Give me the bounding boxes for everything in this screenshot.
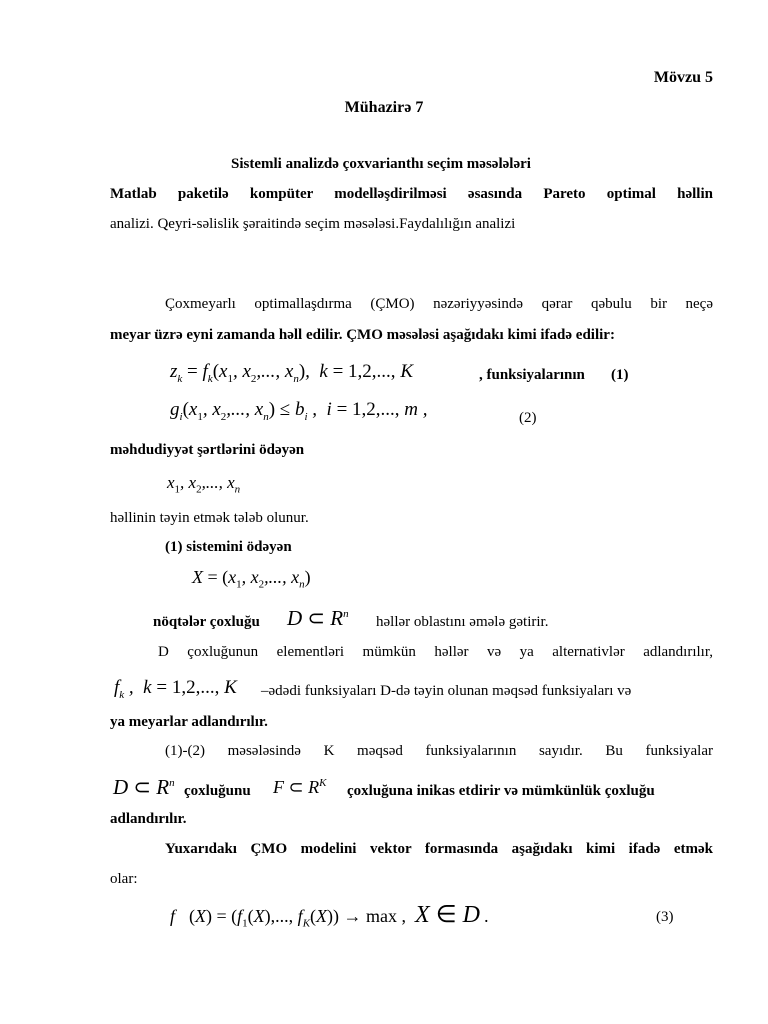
lecture-label: Mühazirə 7 <box>344 99 424 116</box>
equation-1: $z_k = f_k(x_1$, $x_2$,..., $x_n$), k = 1,2,..., K <box>170 361 413 385</box>
paragraph2-line-3: ya meyarlar adlandırılır. <box>110 714 268 730</box>
subtitle-line-2: analizi. Qeyri-səlislik şəraitində seçim məsələsi.Faydalılığın analizi <box>110 216 516 232</box>
fk-expression: $f_k$ , k = 1,2,..., K <box>114 677 237 701</box>
paragraph1-line-1: Çoxmeyarlı optimallaşdırma (ÇMO) nəzəriyyəsində qərar qəbulu bir neçə <box>165 296 713 312</box>
paragraph4-line-2: olar: <box>110 871 138 887</box>
equation-2-number: (2) <box>519 410 537 426</box>
page-title: Sistemli analizdə çoxvarianthı seçim məsələləri <box>231 156 531 172</box>
paragraph3-line-3: adlandırılır. <box>110 811 187 827</box>
system-text: (1) sistemini ödəyən <box>165 539 292 555</box>
x-vector: $X = (x_1$, $x_2$,..., $x_n$) <box>192 567 311 591</box>
variables-list: $x_1$, $x_2$,..., $x_n$ <box>167 473 241 496</box>
paragraph4-line-1: Yuxarıdakı ÇMO modelini vektor formasında aşağıdakı kimi ifadə etmək <box>165 841 713 857</box>
subtitle-line-1: Matlab paketilə kompüter modelləşdirilməsi əsasında Pareto optimal həllin <box>110 186 713 202</box>
set-line-prefix: nöqtələr çoxluğu <box>153 614 260 630</box>
paragraph3-line-2-tail: çoxluğuna inikas etdirir və mümkünlük çoxluğu <box>347 783 655 799</box>
paragraph2-line-1: D çoxluğunun elementləri mümkün həllər və ya alternativlər adlandırılır, <box>158 644 713 660</box>
topic-label: Mövzu 5 <box>653 69 713 86</box>
constraints-text: məhdudiyyət şərtlərini ödəyən <box>110 442 305 458</box>
equation-3: f⃗(X) = ($f_1(X)$,..., $f_K(X)) \to \max$ , X ∈ D . <box>170 902 489 930</box>
equation-1-number: (1) <box>611 367 629 383</box>
paragraph2-line-2-tail: –ədədi funksiyaları D-də təyin olunan məqsəd funksiyaları və <box>261 683 632 699</box>
set-line-suffix: həllər oblastını əmələ gətirir. <box>376 614 549 630</box>
set-d-subset: D ⊂ $R^n$ <box>287 606 349 630</box>
paragraph3-line-2-mid: çoxluğunu <box>184 783 251 799</box>
paragraph3-line-1: (1)-(2) məsələsində K məqsəd funksiyalarının sayıdır. Bu funksiyalar <box>165 743 713 759</box>
f-subset-rk: F ⊂ $R^K$ <box>273 777 327 797</box>
equation-3-number: (3) <box>656 909 674 925</box>
equation-1-tail: , funksiyalarının <box>479 367 585 383</box>
paragraph1-line-2: meyar üzrə eyni zamanda həll edilir. ÇMO məsələsi aşağıdakı kimi ifadə edilir: <box>110 327 615 343</box>
equation-2: $g_i(x_1$, $x_2$,..., $x_n) \le b_i$ , i = 1,2,..., m , <box>170 399 428 423</box>
solution-text: həllinin təyin etmək tələb olunur. <box>110 510 309 526</box>
d-subset-rn: D ⊂ $R^n$ <box>113 775 175 799</box>
